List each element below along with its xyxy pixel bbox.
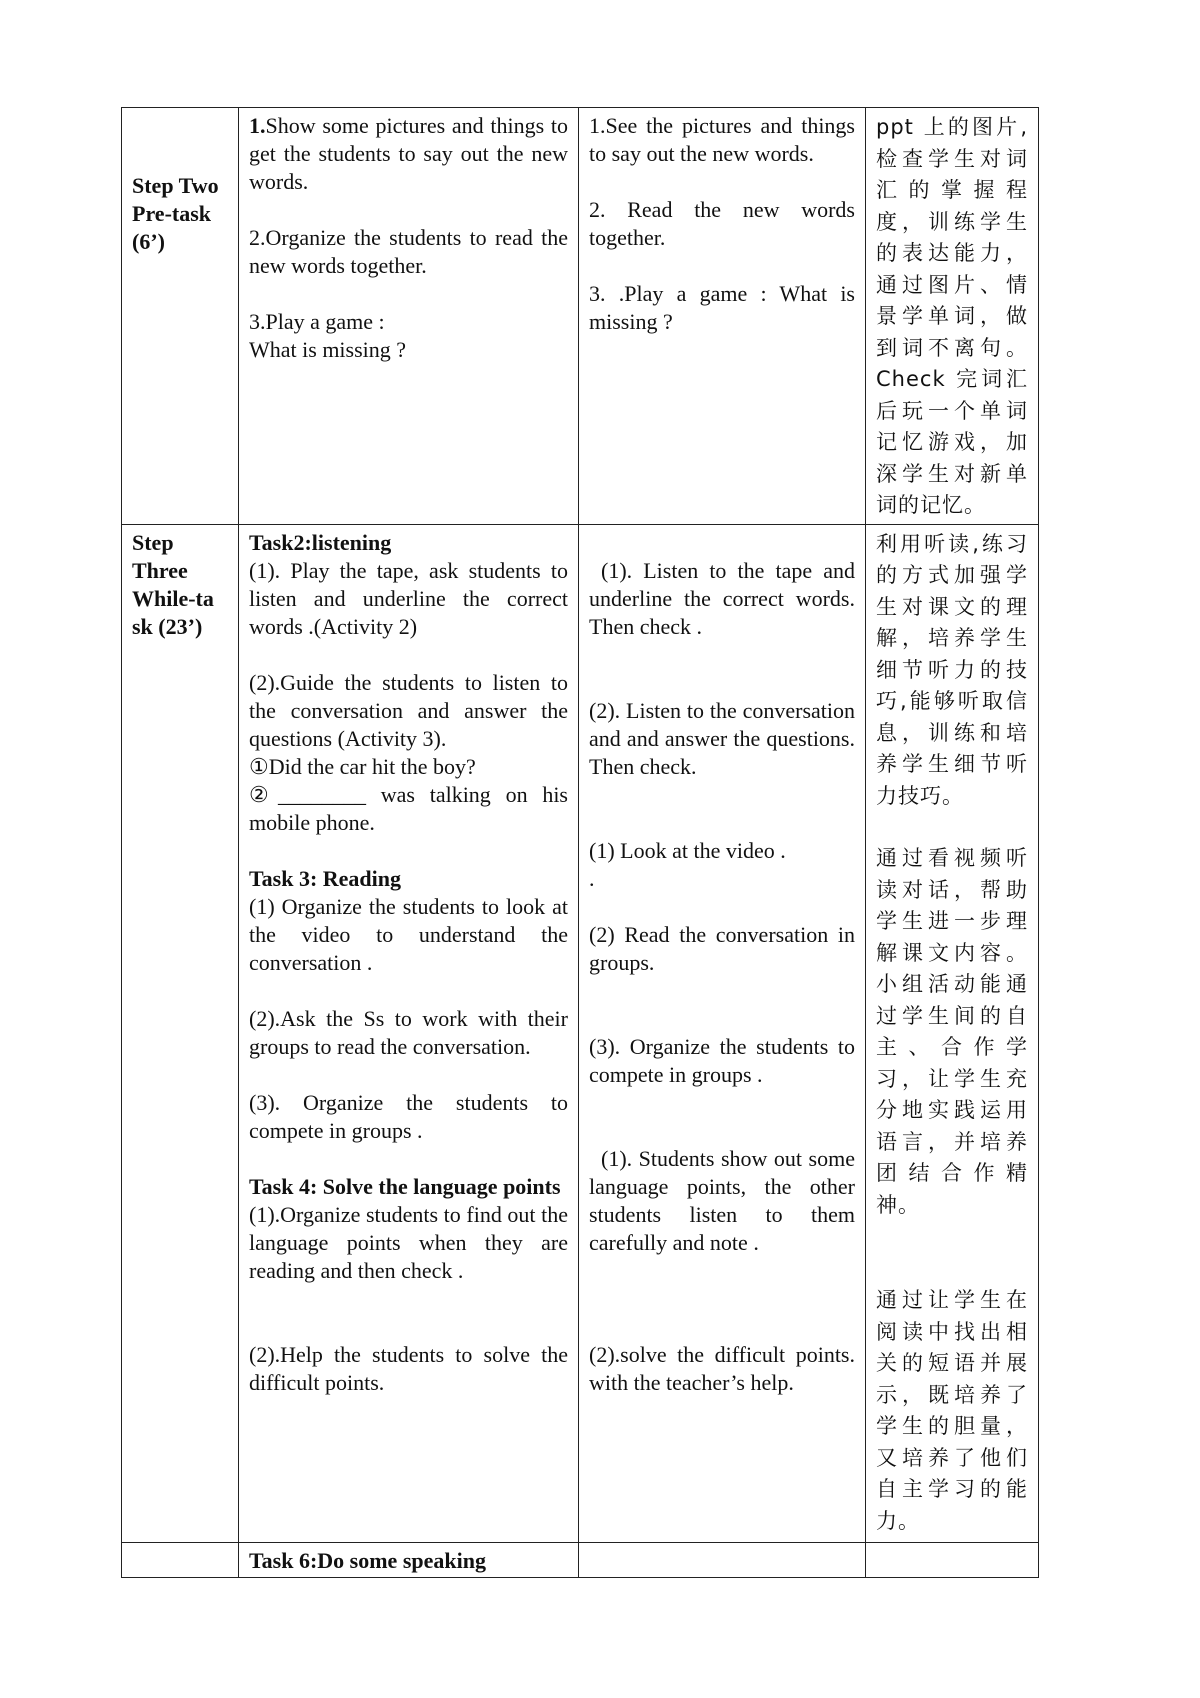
table-row-partial [122,1542,1039,1577]
step-label-line: Three [132,557,188,583]
purpose-cell [866,108,1039,525]
purpose-text: 通过让学生在阅读中找出相关的短语并展示，既培养了学生的胆量，又培养了他们自主学习的能力。 [876,1288,1028,1533]
step-label-line: Step [132,529,174,555]
purpose-text: 利用听读,练习的方式加强学生对课文的理解，培养学生细节听力的技巧,能够听取信息，训练和培养学生细节听力技巧。 [876,531,1028,808]
student-item: (2).solve the difficult points. with the teacher’s help. [589,1341,855,1395]
purpose-cell [866,1542,1039,1577]
question-item: ①Did the car hit the boy? [249,753,476,779]
table-row-step-two [122,108,1039,525]
purpose-cell [866,524,1039,1542]
teacher-activity-cell [239,108,579,525]
student-item: 1.See the pictures and things to say out the new words. [589,113,855,166]
step-cell [122,1542,239,1577]
student-item: 3. .Play a game : What is missing ? [589,281,855,334]
student-activity-cell [579,1542,866,1577]
task-heading: Task 3: Reading [249,865,402,891]
teacher-item: (2).Help the students to solve the difficult points. [249,1341,568,1395]
teacher-item: 2.Organize the students to read the new words together. [249,225,568,278]
purpose-text: 通过看视频听读对话，帮助学生进一步理解课文内容。小组活动能通过学生间的自主、合作学习，让学生充分地实践运用语言，并培养团结合作精神。 [876,846,1028,1217]
teacher-activity-cell [239,1542,579,1577]
step-cell [122,108,239,525]
teacher-activity-cell [239,524,579,1542]
lesson-plan-table [121,107,1039,1578]
student-item: . [589,865,595,891]
teacher-item: 3.Play a game : [249,309,385,334]
teacher-item [249,112,568,196]
item-number: 1. [249,113,266,138]
teacher-item: What is missing ? [249,337,407,362]
task-heading: Task 4: Solve the language points [249,1173,561,1199]
item-text: Show some pictures and things to get the students to say out the new words. [249,113,568,194]
step-label-line: While-ta [132,585,214,611]
teacher-item: (2).Ask the Ss to work with their groups to read the conversation. [249,1005,568,1059]
teacher-item: (2).Guide the students to listen to the conversation and answer the questions (Activity 3). [249,669,568,751]
student-item: (1). Students show out some language points, the other students listen to them carefully and note . [589,1145,855,1255]
task-heading: Task2:listening [249,529,392,555]
student-item: (1) Look at the video . [589,837,786,863]
teacher-item: (3). Organize the students to compete in groups . [249,1089,568,1143]
student-item: 2. Read the new words together. [589,197,855,250]
student-activity-cell [579,524,866,1542]
student-item: (1). Listen to the tape and underline the correct words. Then check . [589,557,855,639]
student-item: (2) Read the conversation in groups. [589,921,855,975]
table-row-step-three [122,524,1039,1542]
purpose-text: ppt 上的图片,检查学生对词汇的掌握程度，训练学生的表达能力，通过图片、情景学单词，做到词不离句。Check 完词汇后玩一个单词记忆游戏，加深学生对新单词的记忆。 [876,115,1028,517]
student-item: (2). Listen to the conversation and and answer the questions. Then check. [589,697,855,779]
teacher-item: (1).Organize students to find out the language points when they are reading and then check . [249,1201,568,1283]
question-item: ②________ was talking on his mobile phone. [249,781,568,835]
student-activity-cell [579,108,866,525]
teacher-item: (1). Play the tape, ask students to listen and underline the correct words .(Activity 2) [249,557,568,639]
step-label-line: sk (23’) [132,613,203,639]
task-heading: Task 6:Do some speaking [249,1547,486,1573]
student-item: (3). Organize the students to compete in groups . [589,1033,855,1087]
step-label-line: Step Two [132,173,219,198]
step-cell [122,524,239,1542]
teacher-item: (1) Organize the students to look at the video to understand the conversation . [249,893,568,975]
step-label-line: Pre-task [132,201,212,226]
step-label-line: (6’) [132,229,165,254]
